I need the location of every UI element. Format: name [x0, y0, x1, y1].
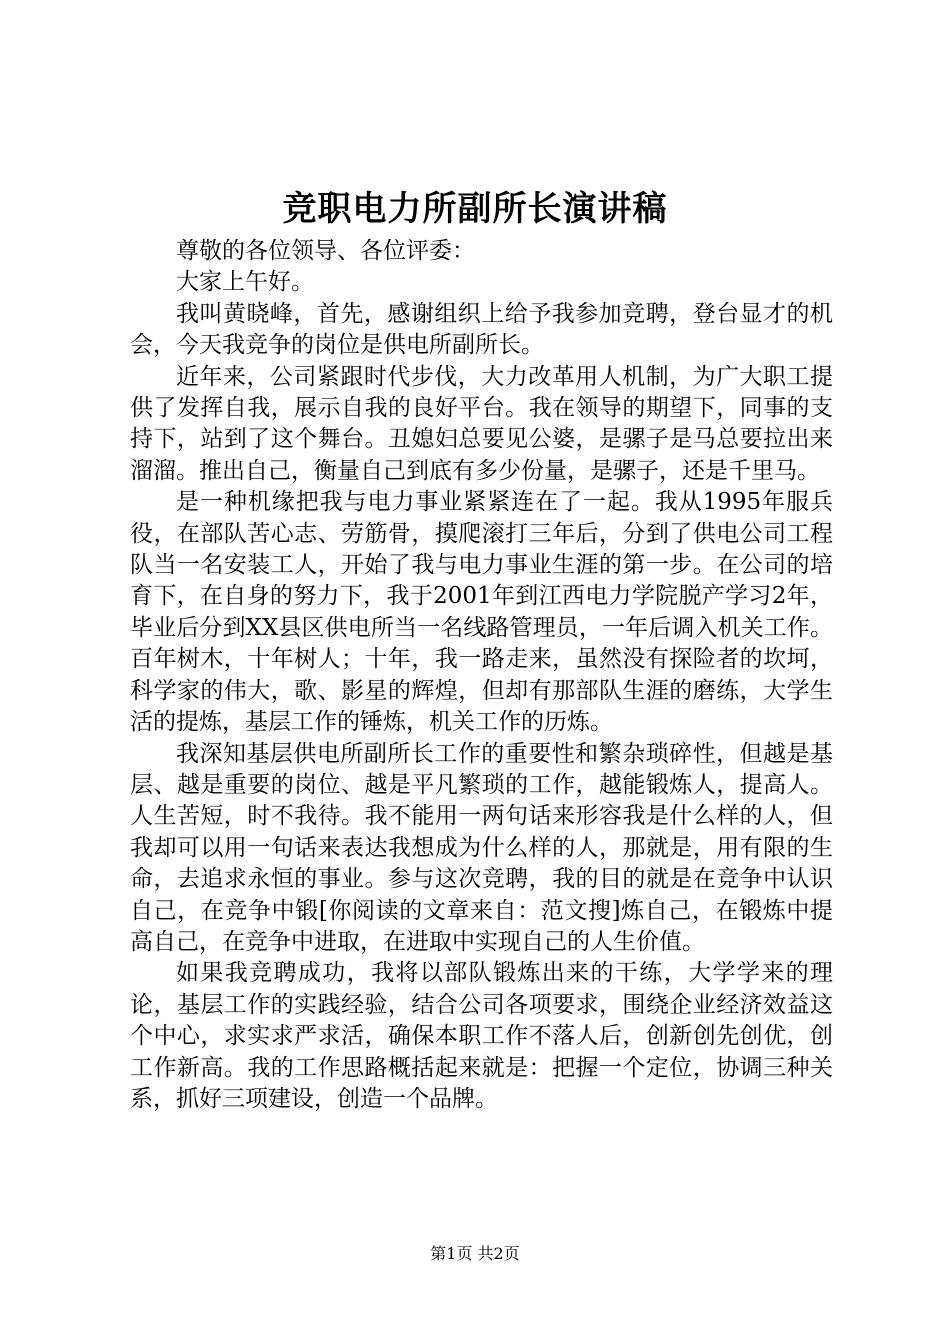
document-title: 竞职电力所副所长演讲稿: [282, 189, 668, 229]
paragraph-salutation: 大家上午好。: [176, 269, 314, 296]
paragraph-plan: 如果我竞聘成功，我将以部队锻炼出来的干练，大学学来的理论，基层工作的实践经验，结合公司各项要求，围绕企业经济效益这个中心，求实求严求活，确保本职工作不落人后，创新创先创优，创工作新高。我的工作思路概括起来就是：把握一个定位，协调三种关系，抓好三项建设，创造一个品牌。: [130, 960, 833, 1112]
paragraph-introduction: 我叫黄晓峰，首先，感谢组织上给予我参加竞聘，登台显才的机会，今天我竞争的岗位是供电所副所长。: [130, 300, 833, 359]
paragraph-greeting: 尊敬的各位领导、各位评委：: [176, 238, 475, 264]
paragraph-motivation: 我深知基层供电所副所长工作的重要性和繁杂琐碎性，但越是基层、越是重要的岗位、越是平凡繁琐的工作，越能锻炼人，提高人。人生苦短，时不我待。我不能用一两句话来形容我是什么样的人，但我却可以用一句话来表达我想成为什么样的人，那就是，用有限的生命，去追求永恒的事业。参与这次竞聘，我的目的就是在竞争中认识自己，在竞争中锻[你阅读的文章来自：范文搜]炼自己，在锻炼中提高自己，在竞争中进取，在进取中实现自己的人生价值。: [130, 740, 833, 955]
paragraph-career: 是一种机缘把我与电力事业紧紧连在了一起。我从1995年服兵役，在部队苦心志、劳筋骨，摸爬滚打三年后，分到了供电公司工程队当一名安装工人，开始了我与电力事业生涯的第一步。在公司的培育下，在自身的努力下，我于2001年到江西电力学院脱产学习2年，毕业后分到XX县区供电所当一名线路管理员，一年后调入机关工作。百年树木，十年树人；十年，我一路走来，虽然没有探险者的坎坷，科学家的伟大，歌、影星的辉煌，但却有那部队生涯的磨练，大学生活的提炼，基层工作的锤炼，机关工作的历炼。: [130, 489, 833, 736]
page-number-footer: 第1页 共2页: [430, 1244, 520, 1263]
paragraph-background: 近年来，公司紧跟时代步伐，大力改革用人机制，为广大职工提供了发挥自我，展示自我的良好平台。我在领导的期望下，同事的支持下，站到了这个舞台。丑媳妇总要见公婆，是骡子是马总要拉出来溜溜。推出自己，衡量自己到底有多少份量，是骡子，还是千里马。: [130, 363, 833, 484]
document-body: [130, 236, 833, 1115]
